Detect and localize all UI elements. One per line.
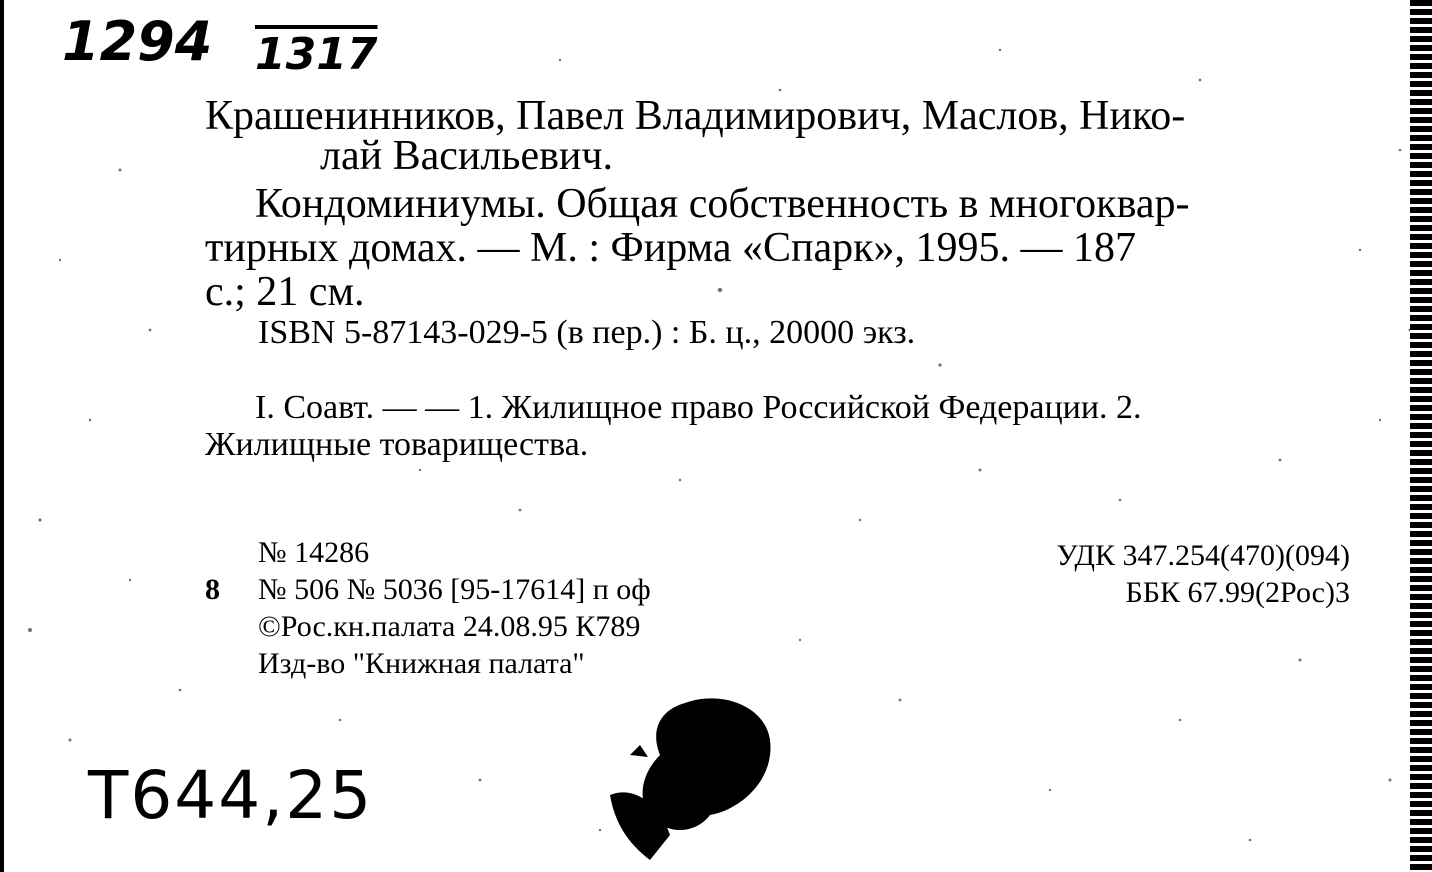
- copyright-line: ©Рос.кн.палата 24.08.95 К789: [258, 610, 641, 643]
- title-line-1: Кондоминиумы. Общая собственность в многоквар-: [255, 181, 1190, 227]
- udk-code: УДК 347.254(470)(094): [1056, 539, 1350, 572]
- bbk-code: ББК 67.99(2Рос)3: [1125, 576, 1350, 609]
- ink-blot: [590, 685, 790, 865]
- record-number: № 14286: [258, 536, 370, 569]
- title-line-2: тирных домах. — М. : Фирма «Спарк», 1995. — 187: [205, 225, 1137, 271]
- handwritten-number-sub: 1317: [255, 29, 378, 80]
- authors-line-1: Крашенинников, Павел Владимирович, Маслов, Нико-: [205, 93, 1186, 139]
- title-line-3: с.; 21 см.: [205, 269, 365, 315]
- subjects-line-1: I. Соавт. — — 1. Жилищное право Российской Федерации. 2.: [255, 389, 1142, 426]
- publisher-line: Изд-во "Книжная палата": [258, 647, 585, 680]
- registration-numbers: № 506 № 5036 [95-17614] п оф: [258, 573, 651, 606]
- authors-line-2: лай Васильевич.: [320, 133, 614, 179]
- subjects-line-2: Жилищные товарищества.: [205, 426, 589, 463]
- handwritten-shelfmark: Т644,25: [88, 757, 374, 834]
- card-edge-right: [1410, 0, 1432, 872]
- card-edge: [0, 0, 4, 872]
- handwritten-number: 1294: [62, 10, 213, 73]
- isbn-line: ISBN 5-87143-029-5 (в пер.) : Б. ц., 20000 экз.: [258, 314, 916, 351]
- left-digit: 8: [205, 573, 220, 606]
